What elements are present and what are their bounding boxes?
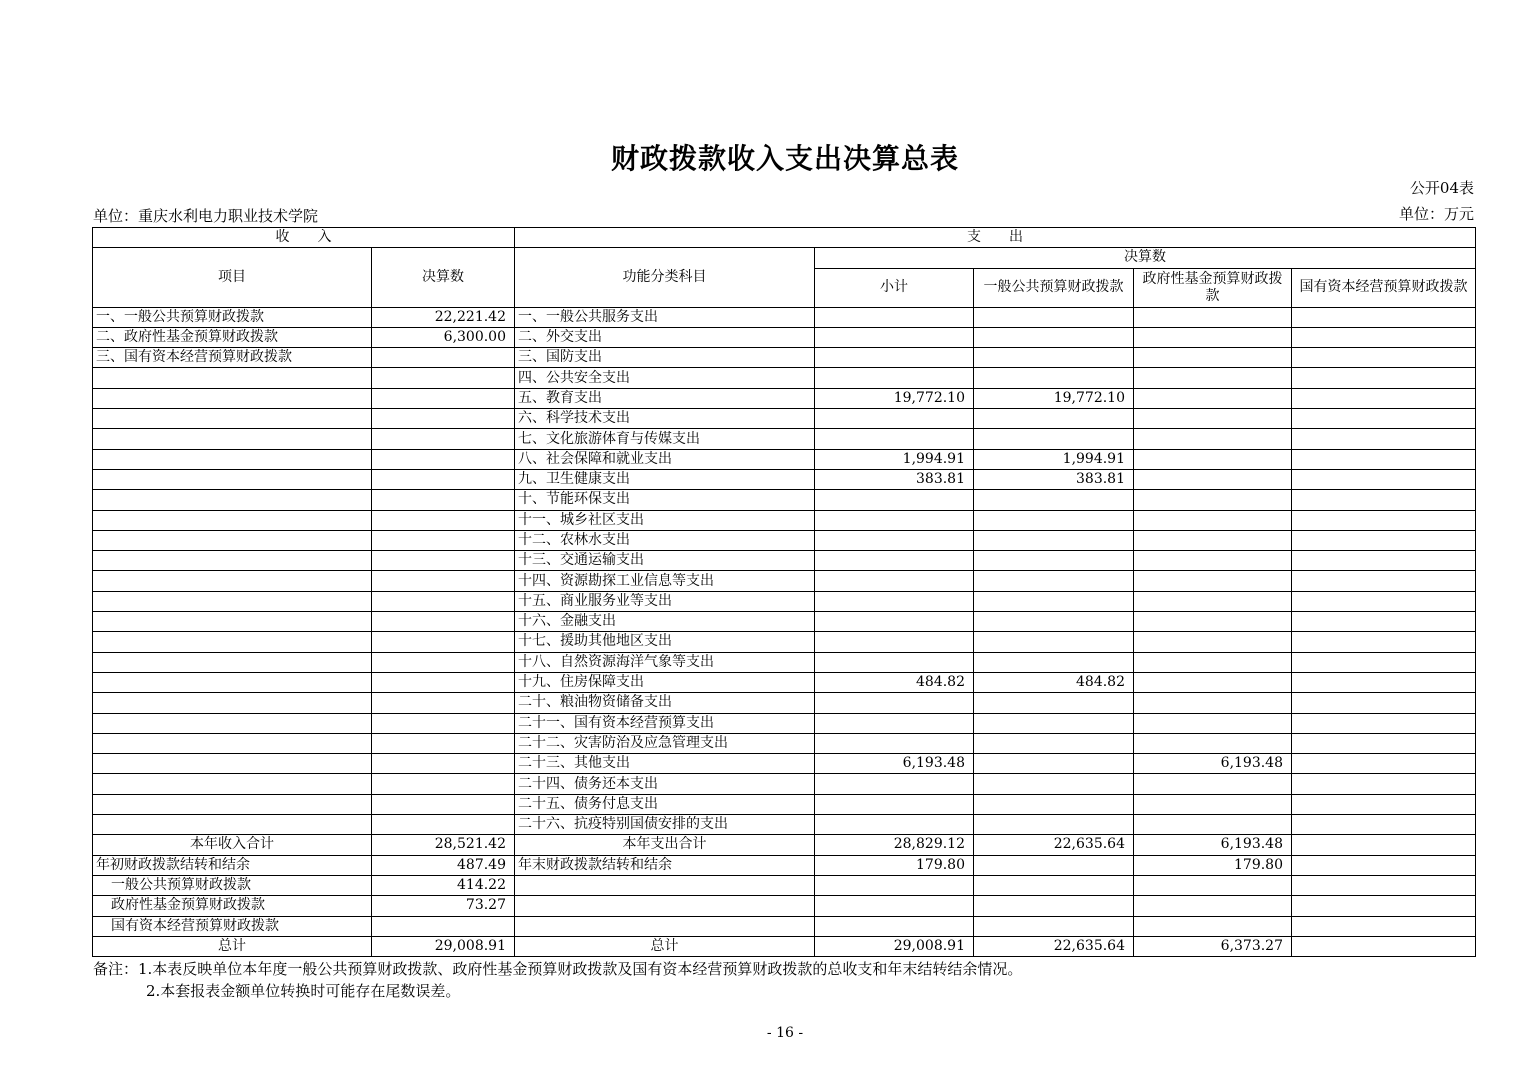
- expense-govfund: [1134, 551, 1292, 571]
- expense-subtotal: 484.82: [815, 672, 974, 692]
- note-line: 备注：1.本表反映单位本年度一般公共预算财政拨款、政府性基金预算财政拨款及国有资本经营预算财政拨款的总收支和年末结转结余情况。: [93, 960, 1023, 978]
- carryover-govfund: 179.80: [1134, 855, 1292, 875]
- income-amount: [372, 693, 515, 713]
- income-amount: [372, 733, 515, 753]
- expense-govfund: [1134, 368, 1292, 388]
- expense-govfund: [1134, 652, 1292, 672]
- table-row: [93, 327, 1476, 347]
- expense-govfund: [1134, 612, 1292, 632]
- table-row: [93, 754, 1476, 774]
- col-general-header: 一般公共预算财政拨款: [974, 268, 1134, 307]
- carry-sub-amount: 73.27: [372, 896, 515, 916]
- finance-table: [92, 227, 1476, 957]
- expense-general: [974, 429, 1134, 449]
- expense-statecapital: [1292, 530, 1476, 550]
- expense-subtotal: [815, 490, 974, 510]
- expense-govfund: [1134, 693, 1292, 713]
- carry-sub-label: 一般公共预算财政拨款: [93, 875, 372, 895]
- income-amount: [372, 490, 515, 510]
- income-item: [93, 612, 372, 632]
- table-row: [93, 449, 1476, 469]
- income-item: [93, 571, 372, 591]
- expense-govfund: [1134, 510, 1292, 530]
- table-code: 公开04表: [1409, 179, 1474, 197]
- table-row: [93, 855, 1476, 875]
- carryover-subtotal: 179.80: [815, 855, 974, 875]
- expense-statecapital: [1292, 733, 1476, 753]
- income-amount: [372, 510, 515, 530]
- expense-item: 五、教育支出: [515, 388, 815, 408]
- expense-general: [974, 754, 1134, 774]
- expense-statecapital: [1292, 693, 1476, 713]
- table-row: [93, 591, 1476, 611]
- expense-item: 九、卫生健康支出: [515, 469, 815, 489]
- table-row: [93, 896, 1476, 916]
- expense-statecapital: [1292, 348, 1476, 368]
- expense-item: 八、社会保障和就业支出: [515, 449, 815, 469]
- expense-statecapital: [1292, 672, 1476, 692]
- expense-general: [974, 713, 1134, 733]
- expense-general: [974, 815, 1134, 835]
- expense-statecapital: [1292, 713, 1476, 733]
- income-amount: [372, 754, 515, 774]
- expense-subtotal: [815, 530, 974, 550]
- expense-subtotal: [815, 794, 974, 814]
- carryover-statecapital: [1292, 855, 1476, 875]
- expense-subtotal: 1,994.91: [815, 449, 974, 469]
- income-amount: [372, 612, 515, 632]
- expense-item: 十三、交通运输支出: [515, 551, 815, 571]
- year-expense-govfund: 6,193.48: [1134, 835, 1292, 855]
- table-row: [93, 307, 1476, 327]
- income-item: 一、一般公共预算财政拨款: [93, 307, 372, 327]
- expense-statecapital: [1292, 327, 1476, 347]
- expense-statecapital: [1292, 409, 1476, 429]
- income-amount: [372, 571, 515, 591]
- table-row: [93, 794, 1476, 814]
- table-row: [93, 875, 1476, 895]
- table-row: [93, 368, 1476, 388]
- expense-item: 六、科学技术支出: [515, 409, 815, 429]
- income-amount: [372, 713, 515, 733]
- income-item: 二、政府性基金预算财政拨款: [93, 327, 372, 347]
- expense-item: 三、国防支出: [515, 348, 815, 368]
- expense-item: 四、公共安全支出: [515, 368, 815, 388]
- expense-subtotal: [815, 693, 974, 713]
- expense-subtotal: [815, 409, 974, 429]
- expense-govfund: [1134, 632, 1292, 652]
- table-row: [93, 632, 1476, 652]
- expense-govfund: [1134, 815, 1292, 835]
- expense-general: [974, 510, 1134, 530]
- table-row: [93, 388, 1476, 408]
- grand-total-expense-label: 总计: [515, 936, 815, 956]
- income-amount: [372, 632, 515, 652]
- expense-general: [974, 348, 1134, 368]
- expense-item: 二十三、其他支出: [515, 754, 815, 774]
- expense-statecapital: [1292, 754, 1476, 774]
- expense-item: 十六、金融支出: [515, 612, 815, 632]
- expense-subtotal: [815, 551, 974, 571]
- expense-general: [974, 591, 1134, 611]
- expense-govfund: [1134, 733, 1292, 753]
- expense-general: [974, 368, 1134, 388]
- expense-govfund: [1134, 672, 1292, 692]
- expense-general: [974, 774, 1134, 794]
- expense-general: [974, 632, 1134, 652]
- expense-subtotal: [815, 652, 974, 672]
- expense-subtotal: [815, 348, 974, 368]
- expense-item: 二十六、抗疫特别国债安排的支出: [515, 815, 815, 835]
- table-row: [93, 348, 1476, 368]
- expense-govfund: [1134, 449, 1292, 469]
- expense-govfund: [1134, 774, 1292, 794]
- income-item: [93, 510, 372, 530]
- expense-general: [974, 551, 1134, 571]
- expense-subtotal: [815, 713, 974, 733]
- income-amount: [372, 530, 515, 550]
- expense-general: [974, 612, 1134, 632]
- year-income-total-amount: 28,521.42: [372, 835, 515, 855]
- expense-general: [974, 652, 1134, 672]
- expense-subtotal: 19,772.10: [815, 388, 974, 408]
- expense-general: 1,994.91: [974, 449, 1134, 469]
- income-amount: [372, 672, 515, 692]
- expense-statecapital: [1292, 307, 1476, 327]
- currency-unit: 单位：万元: [1398, 205, 1474, 223]
- expense-subtotal: [815, 591, 974, 611]
- income-amount: [372, 409, 515, 429]
- income-item: [93, 449, 372, 469]
- income-amount: [372, 368, 515, 388]
- expense-govfund: [1134, 307, 1292, 327]
- income-item: [93, 815, 372, 835]
- expense-statecapital: [1292, 815, 1476, 835]
- expense-item: 十七、援助其他地区支出: [515, 632, 815, 652]
- income-header: 收 入: [93, 228, 515, 248]
- income-amount: 22,221.42: [372, 307, 515, 327]
- expense-general: [974, 794, 1134, 814]
- table-row: [93, 733, 1476, 753]
- expense-subtotal: [815, 307, 974, 327]
- expense-subtotal: [815, 733, 974, 753]
- income-item: [93, 794, 372, 814]
- income-item: [93, 409, 372, 429]
- expense-govfund: [1134, 490, 1292, 510]
- income-item: [93, 530, 372, 550]
- expense-statecapital: [1292, 794, 1476, 814]
- settlement-group-header: 决算数: [815, 248, 1476, 268]
- expense-general: [974, 490, 1134, 510]
- expense-general: [974, 733, 1134, 753]
- expense-govfund: [1134, 571, 1292, 591]
- income-item: [93, 733, 372, 753]
- expense-statecapital: [1292, 652, 1476, 672]
- expense-item: 十四、资源勘探工业信息等支出: [515, 571, 815, 591]
- table-row: [93, 571, 1476, 591]
- carry-sub-label: 政府性基金预算财政拨款: [93, 896, 372, 916]
- income-amount: [372, 551, 515, 571]
- table-row: [93, 815, 1476, 835]
- expense-item: 二十一、国有资本经营预算支出: [515, 713, 815, 733]
- col-govfund-header: 政府性基金预算财政拨款: [1134, 268, 1292, 307]
- expense-govfund: 6,193.48: [1134, 754, 1292, 774]
- col-subtotal-header: 小计: [815, 268, 974, 307]
- notes: [93, 958, 1022, 1002]
- grand-total-govfund: 6,373.27: [1134, 936, 1292, 956]
- expense-statecapital: [1292, 388, 1476, 408]
- grand-total-subtotal: 29,008.91: [815, 936, 974, 956]
- expense-subtotal: [815, 612, 974, 632]
- table-row: [93, 469, 1476, 489]
- expense-item: 一、一般公共服务支出: [515, 307, 815, 327]
- expense-statecapital: [1292, 510, 1476, 530]
- table-row: [93, 916, 1476, 936]
- grand-total-statecapital: [1292, 936, 1476, 956]
- income-amount: [372, 815, 515, 835]
- expense-general: 19,772.10: [974, 388, 1134, 408]
- income-amount: [372, 794, 515, 814]
- income-amount: [372, 449, 515, 469]
- table-row: [93, 672, 1476, 692]
- expense-govfund: [1134, 348, 1292, 368]
- income-amount: [372, 429, 515, 449]
- expense-statecapital: [1292, 774, 1476, 794]
- expense-item: 二十、粮油物资储备支出: [515, 693, 815, 713]
- income-item: [93, 490, 372, 510]
- expense-subtotal: [815, 774, 974, 794]
- income-item: [93, 388, 372, 408]
- income-item: 三、国有资本经营预算财政拨款: [93, 348, 372, 368]
- table-body: [93, 307, 1476, 957]
- carryover-income-amount: 487.49: [372, 855, 515, 875]
- expense-statecapital: [1292, 571, 1476, 591]
- note-line: 2.本套报表金额单位转换时可能存在尾数误差。: [146, 982, 461, 1000]
- income-item: [93, 469, 372, 489]
- expense-govfund: [1134, 327, 1292, 347]
- year-expense-statecapital: [1292, 835, 1476, 855]
- income-item: [93, 429, 372, 449]
- income-item: [93, 591, 372, 611]
- table-row: [93, 409, 1476, 429]
- table-row: [93, 429, 1476, 449]
- expense-item: 十二、农林水支出: [515, 530, 815, 550]
- col-func-header: 功能分类科目: [515, 248, 815, 307]
- expense-header: 支 出: [515, 228, 1476, 248]
- grand-total-income-amount: 29,008.91: [372, 936, 515, 956]
- page-title: 财政拨款收入支出决算总表: [610, 142, 959, 175]
- table-row: [93, 652, 1476, 672]
- year-expense-total-label: 本年支出合计: [515, 835, 815, 855]
- income-item: [93, 754, 372, 774]
- carryover-income-label: 年初财政拨款结转和结余: [93, 855, 372, 875]
- table-row: [93, 510, 1476, 530]
- table-row: [93, 612, 1476, 632]
- income-amount: 6,300.00: [372, 327, 515, 347]
- expense-statecapital: [1292, 490, 1476, 510]
- carryover-expense-label: 年末财政拨款结转和结余: [515, 855, 815, 875]
- page-number: - 16 -: [766, 1025, 804, 1041]
- income-item: [93, 672, 372, 692]
- income-item: [93, 713, 372, 733]
- expense-subtotal: 6,193.48: [815, 754, 974, 774]
- table-row: [93, 693, 1476, 713]
- expense-item: 二十五、债务付息支出: [515, 794, 815, 814]
- income-item: [93, 693, 372, 713]
- expense-statecapital: [1292, 429, 1476, 449]
- carryover-general: [974, 855, 1134, 875]
- expense-subtotal: [815, 327, 974, 347]
- expense-general: 484.82: [974, 672, 1134, 692]
- expense-subtotal: [815, 632, 974, 652]
- income-amount: [372, 469, 515, 489]
- carry-sub-label: 国有资本经营预算财政拨款: [93, 916, 372, 936]
- income-item: [93, 368, 372, 388]
- expense-item: 十九、住房保障支出: [515, 672, 815, 692]
- table-row: [93, 551, 1476, 571]
- expense-item: 十五、商业服务业等支出: [515, 591, 815, 611]
- table-row: [93, 835, 1476, 855]
- year-expense-general: 22,635.64: [974, 835, 1134, 855]
- expense-govfund: [1134, 591, 1292, 611]
- expense-statecapital: [1292, 551, 1476, 571]
- expense-subtotal: [815, 510, 974, 530]
- expense-statecapital: [1292, 368, 1476, 388]
- income-item: [93, 632, 372, 652]
- table-row: [93, 936, 1476, 956]
- expense-general: [974, 571, 1134, 591]
- income-amount: [372, 348, 515, 368]
- expense-general: [974, 307, 1134, 327]
- expense-statecapital: [1292, 469, 1476, 489]
- expense-subtotal: 383.81: [815, 469, 974, 489]
- grand-total-income-label: 总计: [93, 936, 372, 956]
- expense-general: 383.81: [974, 469, 1134, 489]
- expense-statecapital: [1292, 632, 1476, 652]
- expense-govfund: [1134, 409, 1292, 429]
- carry-sub-amount: [372, 916, 515, 936]
- col-settlement-header: 决算数: [372, 248, 515, 307]
- year-expense-subtotal: 28,829.12: [815, 835, 974, 855]
- carry-sub-amount: 414.22: [372, 875, 515, 895]
- expense-item: 二、外交支出: [515, 327, 815, 347]
- income-item: [93, 652, 372, 672]
- income-item: [93, 551, 372, 571]
- expense-subtotal: [815, 429, 974, 449]
- col-item-header: 项目: [93, 248, 372, 307]
- table-row: [93, 530, 1476, 550]
- expense-govfund: [1134, 388, 1292, 408]
- grand-total-general: 22,635.64: [974, 936, 1134, 956]
- expense-general: [974, 409, 1134, 429]
- expense-general: [974, 693, 1134, 713]
- expense-subtotal: [815, 571, 974, 591]
- income-item: [93, 774, 372, 794]
- expense-item: 二十四、债务还本支出: [515, 774, 815, 794]
- income-amount: [372, 774, 515, 794]
- expense-item: 十八、自然资源海洋气象等支出: [515, 652, 815, 672]
- expense-govfund: [1134, 794, 1292, 814]
- expense-item: 十一、城乡社区支出: [515, 510, 815, 530]
- expense-govfund: [1134, 713, 1292, 733]
- col-statecapital-header: 国有资本经营预算财政拨款: [1292, 268, 1476, 307]
- expense-general: [974, 327, 1134, 347]
- expense-subtotal: [815, 368, 974, 388]
- expense-item: 七、文化旅游体育与传媒支出: [515, 429, 815, 449]
- expense-subtotal: [815, 815, 974, 835]
- expense-general: [974, 530, 1134, 550]
- income-amount: [372, 591, 515, 611]
- expense-statecapital: [1292, 591, 1476, 611]
- expense-item: 十、节能环保支出: [515, 490, 815, 510]
- income-amount: [372, 388, 515, 408]
- table-row: [93, 713, 1476, 733]
- expense-govfund: [1134, 469, 1292, 489]
- expense-govfund: [1134, 429, 1292, 449]
- table-row: [93, 490, 1476, 510]
- expense-statecapital: [1292, 612, 1476, 632]
- year-income-total-label: 本年收入合计: [93, 835, 372, 855]
- unit-name: 单位：重庆水利电力职业技术学院: [93, 207, 319, 225]
- expense-item: 二十二、灾害防治及应急管理支出: [515, 733, 815, 753]
- expense-statecapital: [1292, 449, 1476, 469]
- expense-govfund: [1134, 530, 1292, 550]
- income-amount: [372, 652, 515, 672]
- table-row: [93, 774, 1476, 794]
